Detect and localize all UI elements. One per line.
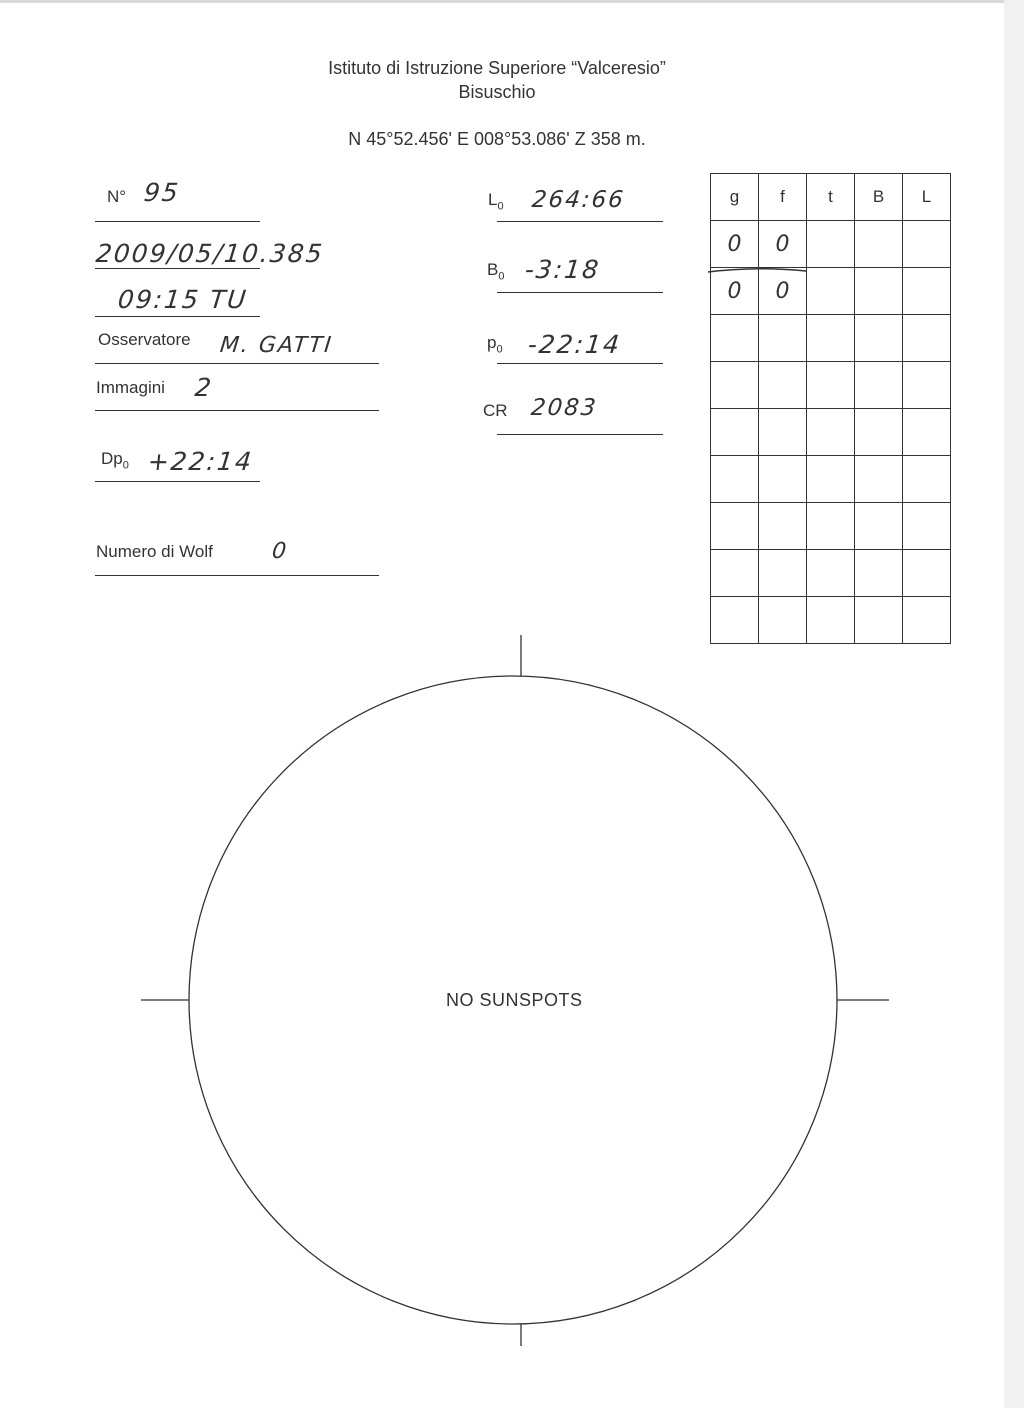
images-line [95,410,379,411]
table-cell [759,409,807,456]
scan-top-edge [0,0,1004,3]
col-header-l: L [903,174,951,221]
wolf-number-value: 0 [270,539,290,564]
col-header-f: f [759,174,807,221]
b0-line [497,292,663,293]
table-cell [903,409,951,456]
table-cell [807,409,855,456]
table-cell [855,362,903,409]
dp0-line [95,481,260,482]
table-cell [759,315,807,362]
town-name: Bisuschio [458,82,536,102]
col-header-b: B [855,174,903,221]
institute-name: Istituto di Istruzione Superiore “Valceresio” [328,58,666,78]
table-cell [807,268,855,315]
table-cell: 0 [759,268,807,315]
table-cell [711,315,759,362]
dp0-value: +22:14 [146,447,255,476]
table-cell [855,409,903,456]
col-header-t: t [807,174,855,221]
p0-label: $p_0$ [487,333,503,356]
table-cell [855,315,903,362]
table-cell [711,409,759,456]
number-value: 95 [142,178,182,207]
table-cell: 0 [711,221,759,268]
table-cell [759,362,807,409]
table-cell [711,362,759,409]
table-cell: 0 [759,221,807,268]
table-cell [903,503,951,550]
table-cell [855,503,903,550]
table-cell [903,456,951,503]
no-sunspots-note: NO SUNSPOTS [446,990,583,1010]
carrington-rotation-label: CR [483,401,508,420]
table-row [711,409,951,456]
table-row [711,456,951,503]
p0-line [497,363,663,364]
date-line [95,268,260,269]
table-row [711,550,951,597]
table-cell [903,315,951,362]
table-cell [807,456,855,503]
col-header-g: g [711,174,759,221]
table-cell [711,503,759,550]
table-cell [807,221,855,268]
number-line [95,221,260,222]
l0-label: $L_0$ [488,190,504,213]
l0-line [497,221,663,222]
carrington-rotation-value: 2083 [529,395,599,421]
table-cell [759,550,807,597]
table-cell [855,456,903,503]
table-row [711,503,951,550]
wolf-number-line [95,575,379,576]
scan-right-edge [1004,0,1024,1408]
table-cell [903,550,951,597]
table-cell [855,268,903,315]
images-value: 2 [193,373,215,402]
images-label: Immagini [96,378,165,397]
table-cell [807,315,855,362]
table-cell [903,362,951,409]
table-cell: 0 [711,268,759,315]
table-header-row [711,174,951,221]
sunspot-count-table [710,173,951,644]
table-cell [759,456,807,503]
table-cell [807,503,855,550]
observer-label: Osservatore [98,330,191,349]
table-cell [855,550,903,597]
table-cell [711,456,759,503]
table-cell [759,503,807,550]
observatory-coordinates: N 45°52.456' E 008°53.086' Z 358 m. [348,129,646,149]
p0-value: -22:14 [526,330,623,359]
b0-label: $B_0$ [487,260,505,283]
table-cell [807,362,855,409]
wolf-number-label: Numero di Wolf [96,542,213,561]
time-line [95,316,260,317]
time-value: 09:15 TU [116,285,250,314]
table-cell [807,550,855,597]
table-cell [711,550,759,597]
table-cell [855,221,903,268]
observer-line [95,363,379,364]
observer-value: M. GATTI [218,333,335,358]
table-row [711,221,951,268]
table-row [711,362,951,409]
date-value: 2009/05/10.385 [94,239,326,268]
b0-value: -3:18 [523,255,602,284]
table-row [711,315,951,362]
number-label: N° [107,187,127,206]
carrington-rotation-line [497,434,663,435]
dp0-label: $Dp_0$ [101,449,129,472]
handwritten-separator-stroke [706,264,810,278]
l0-value: 264:66 [530,187,627,213]
table-cell [903,268,951,315]
table-cell [903,221,951,268]
